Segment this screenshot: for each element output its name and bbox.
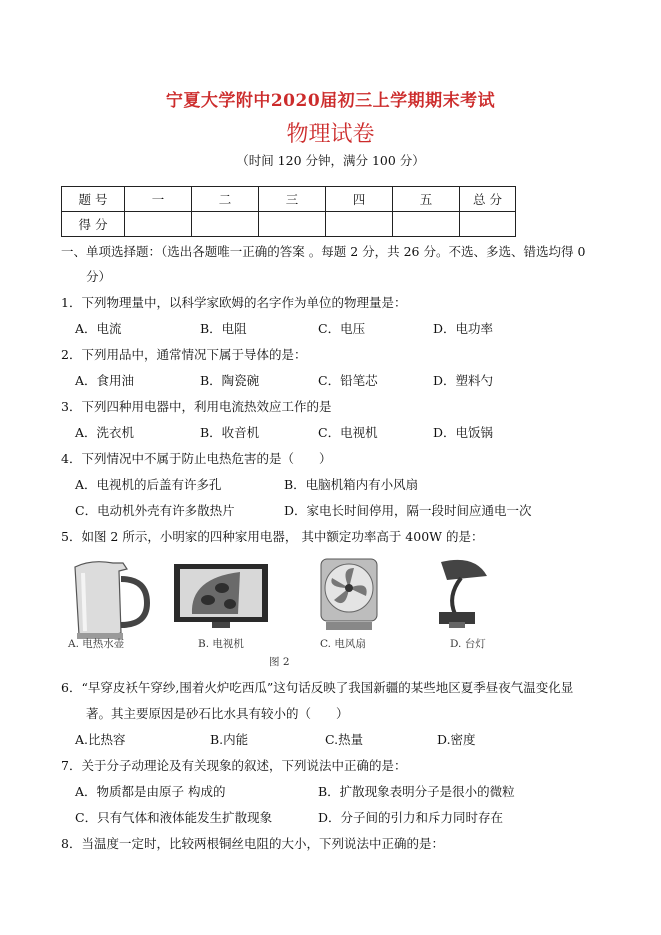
exam-title: 宁夏大学附中2020届初三上学期期末考试 xyxy=(165,91,496,111)
table-cell: 得 分 xyxy=(62,212,125,237)
table-cell: 二 xyxy=(192,187,259,212)
figure-caption-c: C. 电风扇 xyxy=(320,638,366,650)
option-a: A．电流 xyxy=(75,321,122,336)
option-d: D．电饭锅 xyxy=(433,425,494,440)
score-table-score-row xyxy=(62,212,516,237)
option-a: A．物质都是由原子 构成的 xyxy=(75,784,226,799)
table-cell: 题 号 xyxy=(62,187,125,212)
option-a: A.比热容 xyxy=(75,732,126,747)
question-stem: 6．“早穿皮袄午穿纱,围着火炉吃西瓜”这句话反映了我国新疆的某些地区夏季昼夜气温变化显 xyxy=(61,680,574,695)
table-cell: 三 xyxy=(259,187,326,212)
tv-image xyxy=(172,560,272,632)
figure-label: 图 2 xyxy=(269,656,290,668)
question-stem: 7．关于分子动理论及有关现象的叙述，下列说法中正确的是： xyxy=(61,758,407,773)
table-cell xyxy=(393,212,460,237)
score-table-header-row xyxy=(62,187,516,212)
option-d: D．电功率 xyxy=(433,321,494,336)
option-d: D．家电长时间停用，隔一段时间应通电一次 xyxy=(284,503,532,518)
option-c: C．电视机 xyxy=(318,425,378,440)
table-cell: 总 分 xyxy=(460,187,516,212)
exam-subtitle: 物理试卷 xyxy=(286,122,375,147)
figure-caption-b: B. 电视机 xyxy=(198,638,244,650)
figure-caption-a: A. 电热水壶 xyxy=(68,638,125,650)
section-heading: 一、单项选择题：（选出各题唯一正确的答案 。每题 2 分，共 26 分。不选、多选、错选均得 0 xyxy=(61,244,586,259)
option-b: B．扩散现象表明分子是很小的微粒 xyxy=(318,784,515,799)
question-stem: 5．如图 2 所示，小明家的四种家用电器， 其中额定功率高于 400W 的是： xyxy=(61,529,484,544)
table-cell xyxy=(460,212,516,237)
option-d: D．分子间的引力和斥力同时存在 xyxy=(318,810,504,825)
section-heading-cont: 分） xyxy=(86,269,112,284)
option-d: D.密度 xyxy=(437,732,476,747)
table-cell: 四 xyxy=(326,187,393,212)
option-c: C．铅笔芯 xyxy=(318,373,378,388)
option-c: C．电压 xyxy=(318,321,366,336)
question-stem-cont: 著。其主要原因是砂石比水具有较小的（ ） xyxy=(86,706,349,721)
table-cell: 一 xyxy=(125,187,192,212)
option-b: B.内能 xyxy=(210,732,249,747)
option-a: A．食用油 xyxy=(75,373,135,388)
option-b: B．陶瓷碗 xyxy=(200,373,260,388)
option-b: B．电脑机箱内有小风扇 xyxy=(284,477,419,492)
desk-lamp-image xyxy=(425,556,495,634)
electric-fan-image xyxy=(318,556,380,634)
question-stem: 4．下列情况中不属于防止电热危害的是（ ） xyxy=(61,451,332,466)
table-cell xyxy=(259,212,326,237)
option-d: D．塑料勺 xyxy=(433,373,494,388)
option-c: C.热量 xyxy=(325,732,364,747)
exam-time-note: （时间 120 分钟，满分 100 分） xyxy=(236,153,425,168)
table-cell xyxy=(192,212,259,237)
table-cell xyxy=(125,212,192,237)
table-cell: 五 xyxy=(393,187,460,212)
option-c: C．只有气体和液体能发生扩散现象 xyxy=(75,810,273,825)
option-a: A．洗衣机 xyxy=(75,425,135,440)
figure-caption-d: D. 台灯 xyxy=(450,638,486,650)
question-stem: 1．下列物理量中，以科学家欧姆的名字作为单位的物理量是： xyxy=(61,295,407,310)
question-stem: 3．下列四种用电器中，利用电流热效应工作的是 xyxy=(61,399,332,414)
table-cell xyxy=(326,212,393,237)
question-stem: 8．当温度一定时，比较两根铜丝电阻的大小，下列说法中正确的是： xyxy=(61,836,444,851)
option-b: B．收音机 xyxy=(200,425,260,440)
score-table xyxy=(61,186,516,237)
option-b: B．电阻 xyxy=(200,321,247,336)
option-a: A．电视机的后盖有许多孔 xyxy=(75,477,222,492)
question-stem: 2．下列用品中，通常情况下属于导体的是： xyxy=(61,347,307,362)
option-c: C．电动机外壳有许多散热片 xyxy=(75,503,235,518)
